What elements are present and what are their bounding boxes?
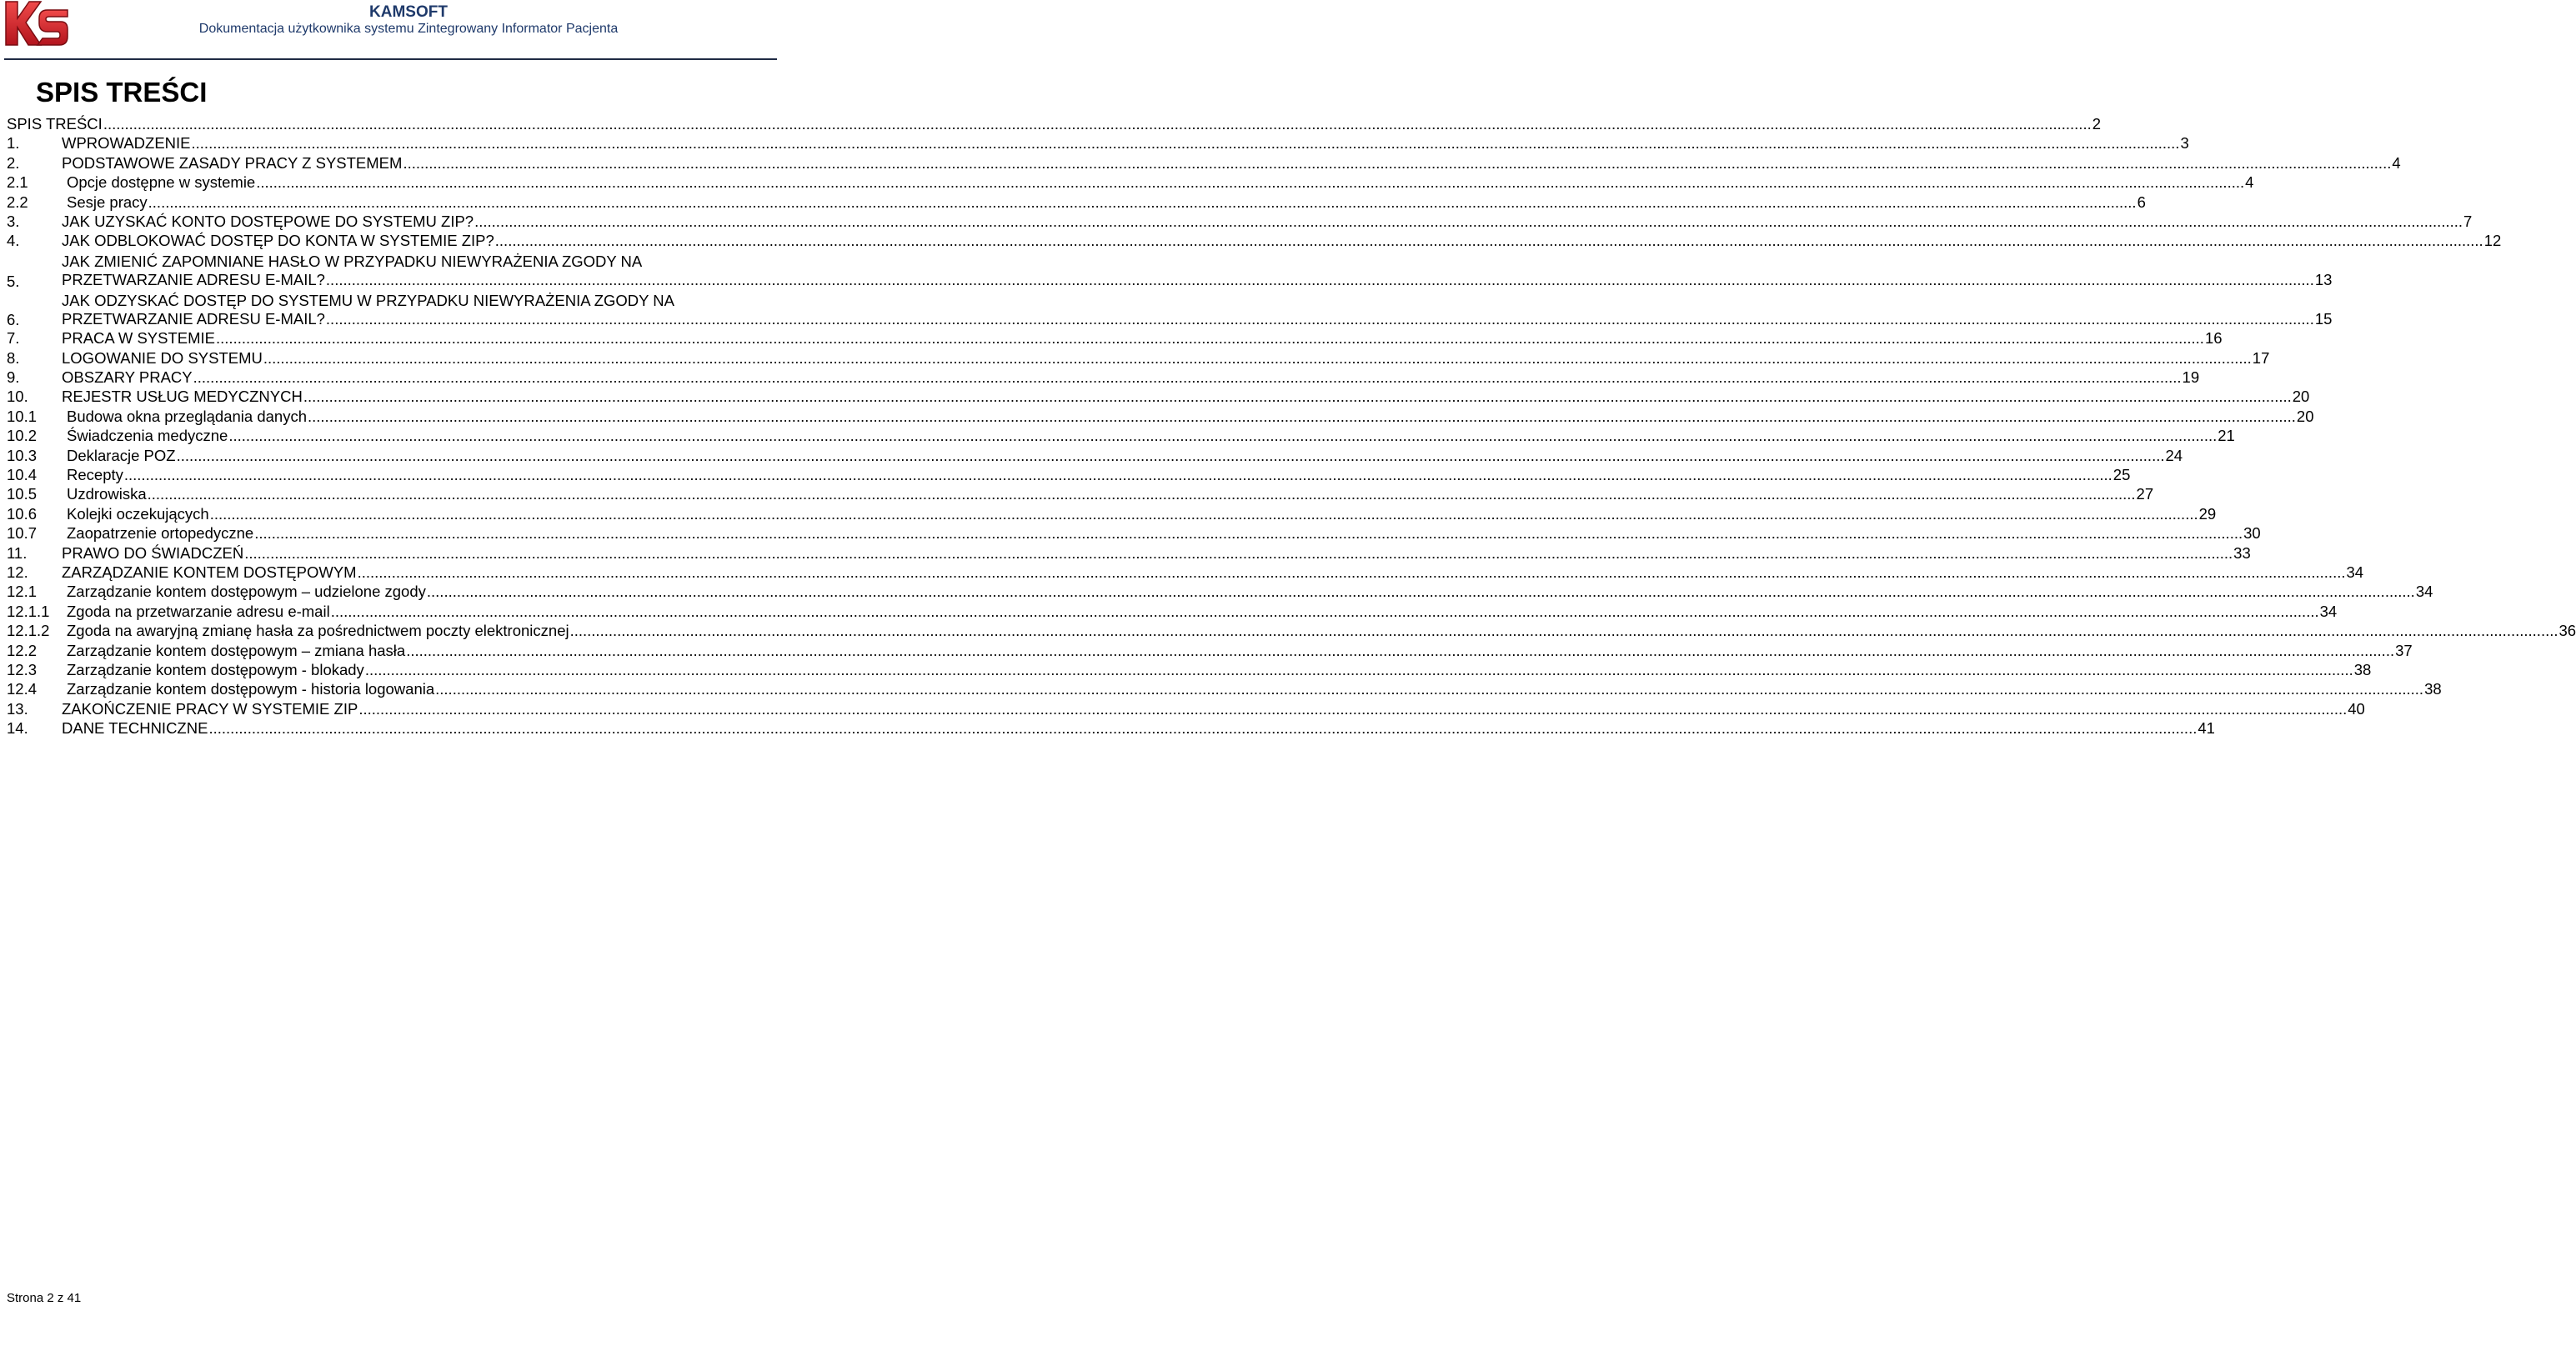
toc-entry-number: 7. [7,329,20,348]
toc-entry-page: 4 [2245,173,2254,192]
toc-entry-page: 38 [2353,660,2372,678]
toc-entry-number: 12.1 [7,583,38,601]
toc-entry-number: 2.1 [7,173,28,192]
toc-entry[interactable] [7,660,2372,680]
toc-entry[interactable] [7,622,2576,641]
toc-entry[interactable] [7,212,2473,232]
dot-leader [193,368,2182,387]
toc-entry[interactable] [7,329,2223,348]
toc-entry-page: 20 [2292,388,2310,406]
toc-entry[interactable] [7,680,2442,699]
dot-leader [331,603,2319,621]
toc-entry[interactable] [7,583,2433,602]
toc-entry-page: 17 [2252,348,2270,367]
toc-entry-title: LOGOWANIE DO SYSTEMU [62,348,263,367]
toc-entry-title: Deklaracje POZ [67,446,176,464]
toc-entry-number: 12.1.1 [7,602,50,620]
dot-leader [326,310,2314,328]
toc-entry-number: 1. [7,134,20,153]
dot-leader [103,115,2092,133]
toc-entry-title: Kolejki oczekujących [67,504,209,523]
toc-entry-title: PRACA W SYSTEMIE [62,329,216,348]
company-name: KAMSOFT [369,3,448,21]
toc-entry-page: 33 [2233,543,2251,562]
dot-leader [495,232,2483,250]
toc-entry-page: 30 [2243,524,2261,543]
toc-entry[interactable] [7,153,2401,173]
toc-entry-number: 5. [7,272,20,290]
toc-entry-title: Zarządzanie kontem dostępowym – udzielone zgody [67,583,426,601]
toc-entry-title: ZARZĄDZANIE KONTEM DOSTĘPOWYM [62,563,357,581]
dot-leader [358,563,2346,582]
toc-entry-number: 10.6 [7,504,38,523]
toc-entry[interactable] [7,446,2183,466]
toc-entry-page: 15 [2314,309,2333,328]
dot-leader [435,680,2423,698]
toc-entry-page: 25 [2112,466,2131,484]
toc-entry[interactable] [7,348,2270,368]
dot-leader [365,661,2353,679]
toc-entry[interactable] [7,232,2502,251]
toc-entry-number: 11. [7,543,28,562]
toc-entry-page: 24 [2165,446,2183,464]
toc-entry-title: DANE TECHNICZNE [62,719,208,738]
dot-leader [256,173,2244,192]
header-divider [4,58,777,60]
toc-entry-title: Zgoda na przetwarzanie adresu e-mail [67,602,330,620]
toc-entry-title: Sesje pracy [67,193,148,211]
toc-entry[interactable] [7,427,2235,446]
toc-entry-title: Zgoda na awaryjną zmianę hasła za pośrednictwem poczty elektronicznej [67,622,569,640]
toc-entry[interactable] [7,134,2189,153]
dot-leader [406,642,2394,660]
dot-leader [326,271,2314,289]
toc-entry-page: 4 [2392,153,2401,172]
toc-entry-title: Zaopatrzenie ortopedyczne [67,524,254,543]
toc-entry-page: 37 [2395,641,2413,659]
dot-leader [570,622,2558,640]
toc-entry[interactable] [7,524,2261,543]
dot-leader [148,485,2136,503]
toc-entry[interactable] [7,388,2310,407]
toc-entry-title: WPROWADZENIE [62,134,191,153]
toc-entry[interactable] [7,485,2154,504]
toc-entry[interactable] [7,407,2314,427]
toc-entry-number: 8. [7,348,20,367]
toc-entry[interactable] [7,173,2254,193]
toc-entry-page: 21 [2218,427,2235,445]
toc-entry-title: OBSZARY PRACY [62,368,193,387]
toc-entry-title: JAK ZMIENIĆ ZAPOMNIANE HASŁO W PRZYPADKU NIEWYRAŻENIA ZGODY NA [62,252,643,270]
toc-entry[interactable] [7,291,2333,330]
toc-entry-page: 34 [2415,583,2433,601]
toc-entry[interactable] [7,543,2251,563]
kamsoft-logo [4,0,69,48]
toc-entry-page: 34 [2346,563,2364,581]
toc-entry-page: 6 [2137,193,2146,211]
dot-leader [148,193,2137,212]
toc-entry-number: 10.3 [7,446,38,464]
toc-entry-page: 29 [2198,504,2217,523]
page-footer: Strona 2 z 41 [7,1291,82,1305]
toc-entry-page: 3 [2180,134,2189,153]
dot-leader [177,447,2165,465]
toc-entry-number: 10.1 [7,407,38,425]
dot-leader [210,505,2198,523]
dot-leader [308,408,2296,426]
document-subtitle: Dokumentacja użytkownika systemu Zintegrowany Informator Pacjenta [198,22,619,36]
toc-entry[interactable] [7,563,2364,583]
toc-entry-title: Budowa okna przeglądania danych [67,407,307,425]
toc-entry-number: 10.5 [7,485,38,503]
toc-entry-page: 38 [2424,680,2442,698]
toc-entry-title-continued: PRZETWARZANIE ADRESU E-MAIL? [62,309,325,328]
toc-entry-number: 2. [7,153,20,172]
dot-leader [403,154,2391,173]
toc-entry-page: 16 [2204,329,2223,348]
toc-entry-title: SPIS TREŚCI [7,115,103,133]
toc-entry[interactable] [7,504,2217,524]
table-of-contents [7,115,2576,739]
toc-entry-number: 12.4 [7,680,38,698]
dot-leader [124,466,2112,484]
toc-entry-number: 2.2 [7,193,28,211]
dot-leader [263,349,2252,368]
toc-entry-title: JAK UZYSKAĆ KONTO DOSTĘPOWE DO SYSTEMU ZIP? [62,212,474,230]
dot-leader [474,213,2463,231]
toc-entry-number: 13. [7,699,28,718]
toc-heading: SPIS TREŚCI [36,77,208,108]
toc-entry-page: 13 [2314,271,2333,289]
toc-entry[interactable] [7,252,2333,291]
toc-entry[interactable] [7,193,2146,213]
toc-entry-title: Świadczenia medyczne [67,427,228,445]
toc-entry-page: 7 [2463,212,2473,230]
dot-leader [192,134,2180,153]
dot-leader [228,427,2217,445]
toc-entry-page: 40 [2348,699,2365,718]
toc-entry-number: 10.4 [7,466,38,484]
toc-entry-page: 27 [2136,485,2154,503]
dot-leader [427,583,2415,601]
toc-entry-title: Recepty [67,466,123,484]
toc-entry[interactable] [7,368,2200,388]
toc-entry-title-continued: PRZETWARZANIE ADRESU E-MAIL? [62,271,325,289]
toc-entry-page: 2 [2092,115,2102,133]
toc-entry-title: Zarządzanie kontem dostępowym - blokady [67,660,364,678]
toc-entry-number: 12. [7,563,28,581]
toc-entry-page: 19 [2182,368,2200,387]
toc-entry-number: 3. [7,212,20,230]
toc-entry-title: JAK ODBLOKOWAĆ DOSTĘP DO KONTA W SYSTEMIE ZIP? [62,232,494,250]
toc-entry[interactable] [7,115,2102,134]
toc-entry-number: 4. [7,232,20,250]
toc-entry-page: 20 [2296,407,2314,425]
dot-leader [216,329,2204,348]
toc-entry-number: 12.1.2 [7,622,50,640]
toc-entry[interactable] [7,641,2413,661]
toc-entry-page: 41 [2198,719,2215,738]
toc-entry-number: 12.3 [7,660,38,678]
toc-entry-number: 6. [7,311,20,329]
toc-entry-number: 10.2 [7,427,38,445]
toc-entry-number: 14. [7,719,28,738]
toc-entry-title: Zarządzanie kontem dostępowym - historia logowania [67,680,435,698]
toc-entry-page: 36 [2558,622,2576,640]
toc-entry[interactable] [7,719,2215,738]
toc-entry-title: ZAKOŃCZENIE PRACY W SYSTEMIE ZIP [62,699,358,718]
toc-entry-title: PRAWO DO ŚWIADCZEŃ [62,543,244,562]
dot-leader [358,700,2347,718]
toc-entry[interactable] [7,699,2365,719]
toc-entry-number: 10.7 [7,524,38,543]
toc-entry-title: PODSTAWOWE ZASADY PRACY Z SYSTEMEM [62,153,403,172]
toc-entry-page: 34 [2319,602,2338,620]
dot-leader [254,524,2243,543]
toc-entry[interactable] [7,466,2131,485]
dot-leader [208,719,2197,738]
toc-entry-title: JAK ODZYSKAĆ DOSTĘP DO SYSTEMU W PRZYPADKU NIEWYRAŻENIA ZGODY NA [62,291,674,309]
toc-entry-number: 12.2 [7,641,38,659]
toc-entry-title: REJESTR USŁUG MEDYCZNYCH [62,388,303,406]
toc-entry-title: Uzdrowiska [67,485,147,503]
toc-entry-title: Opcje dostępne w systemie [67,173,256,192]
toc-entry-number: 9. [7,368,20,387]
dot-leader [303,388,2292,406]
toc-entry-title: Zarządzanie kontem dostępowym – zmiana hasła [67,641,406,659]
dot-leader [244,544,2233,563]
toc-entry[interactable] [7,602,2338,622]
toc-entry-page: 12 [2483,232,2502,250]
toc-entry-number: 10. [7,388,28,406]
